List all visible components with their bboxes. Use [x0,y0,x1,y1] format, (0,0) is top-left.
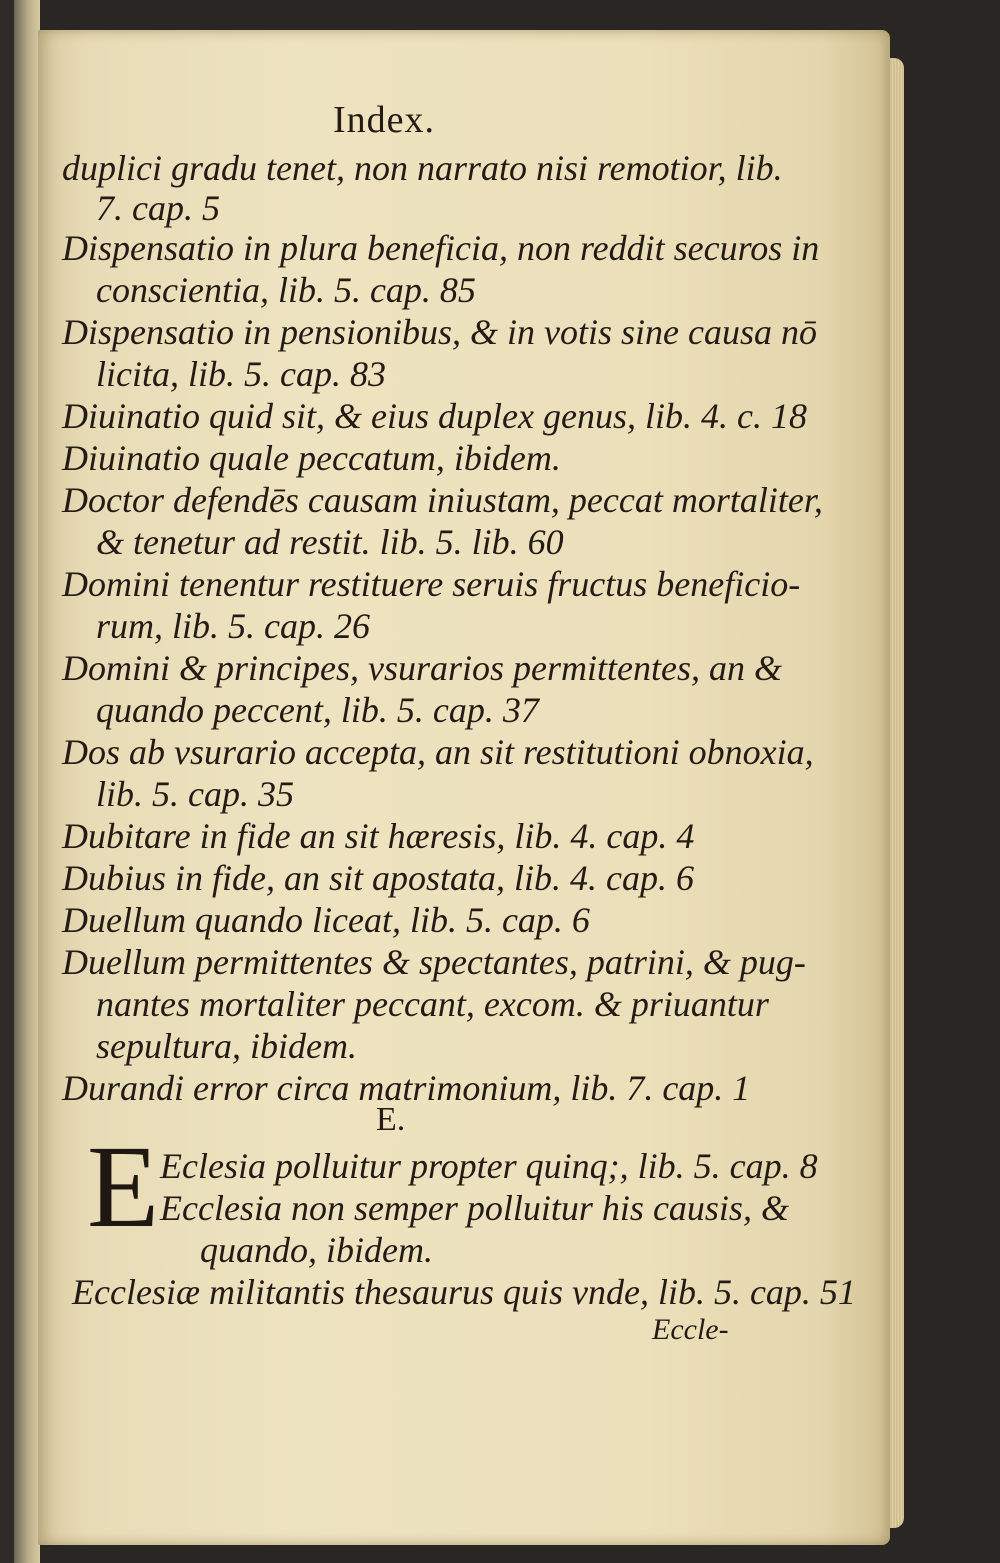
index-line: Dispensatio in plura beneficia, non reddit securos in [62,228,820,268]
index-line: Duellum permittentes & spectantes, patrini, & pug- [62,942,806,982]
index-line: rum, lib. 5. cap. 26 [96,606,370,646]
index-line: Doctor defendēs causam iniustam, peccat mortaliter, [62,480,823,520]
book-spine [0,0,14,1563]
index-line: Domini tenentur restituere seruis fructus beneficio- [62,564,801,604]
index-line: 7. cap. 5 [96,188,220,228]
index-line: Ecclesia non semper polluitur his causis, & [160,1188,789,1228]
index-line: Eclesia polluitur propter quinq;, lib. 5. cap. 8 [160,1146,818,1186]
index-line: Domini & principes, vsurarios permittentes, an & [62,648,782,688]
index-line: & tenetur ad restit. lib. 5. lib. 60 [96,522,564,562]
running-header: Index. [333,99,436,141]
index-line: Duellum quando liceat, lib. 5. cap. 6 [62,900,590,940]
index-line: Diuinatio quid sit, & eius duplex genus, lib. 4. c. 18 [62,396,807,436]
index-line: Ecclesiæ militantis thesaurus quis vnde, lib. 5. cap. 51 [72,1272,856,1312]
index-line: quando, ibidem. [200,1230,433,1270]
index-line: Dubitare in fide an sit hæresis, lib. 4. cap. 4 [62,816,695,856]
index-line: licita, lib. 5. cap. 83 [96,354,386,394]
index-line: Durandi error circa matrimonium, lib. 7. cap. 1 [62,1068,751,1108]
index-line: Dispensatio in pensionibus, & in votis sine causa nō [62,312,817,352]
catchword: Eccle- [652,1313,729,1346]
index-line: Dos ab vsurario accepta, an sit restitutioni obnoxia, [62,732,814,772]
index-line: nantes mortaliter peccant, excom. & priuantur [96,984,769,1024]
index-line: conscientia, lib. 5. cap. 85 [96,270,476,310]
drop-cap-initial: E [86,1121,160,1252]
section-letter: E. [376,1101,406,1138]
index-line: Diuinatio quale peccatum, ibidem. [62,438,561,478]
index-line: quando peccent, lib. 5. cap. 37 [96,690,539,730]
index-line: Dubius in fide, an sit apostata, lib. 4. cap. 6 [62,858,695,898]
index-line: lib. 5. cap. 35 [96,774,294,814]
index-line: duplici gradu tenet, non narrato nisi remotior, lib. [62,148,783,188]
index-line: sepultura, ibidem. [96,1026,357,1066]
